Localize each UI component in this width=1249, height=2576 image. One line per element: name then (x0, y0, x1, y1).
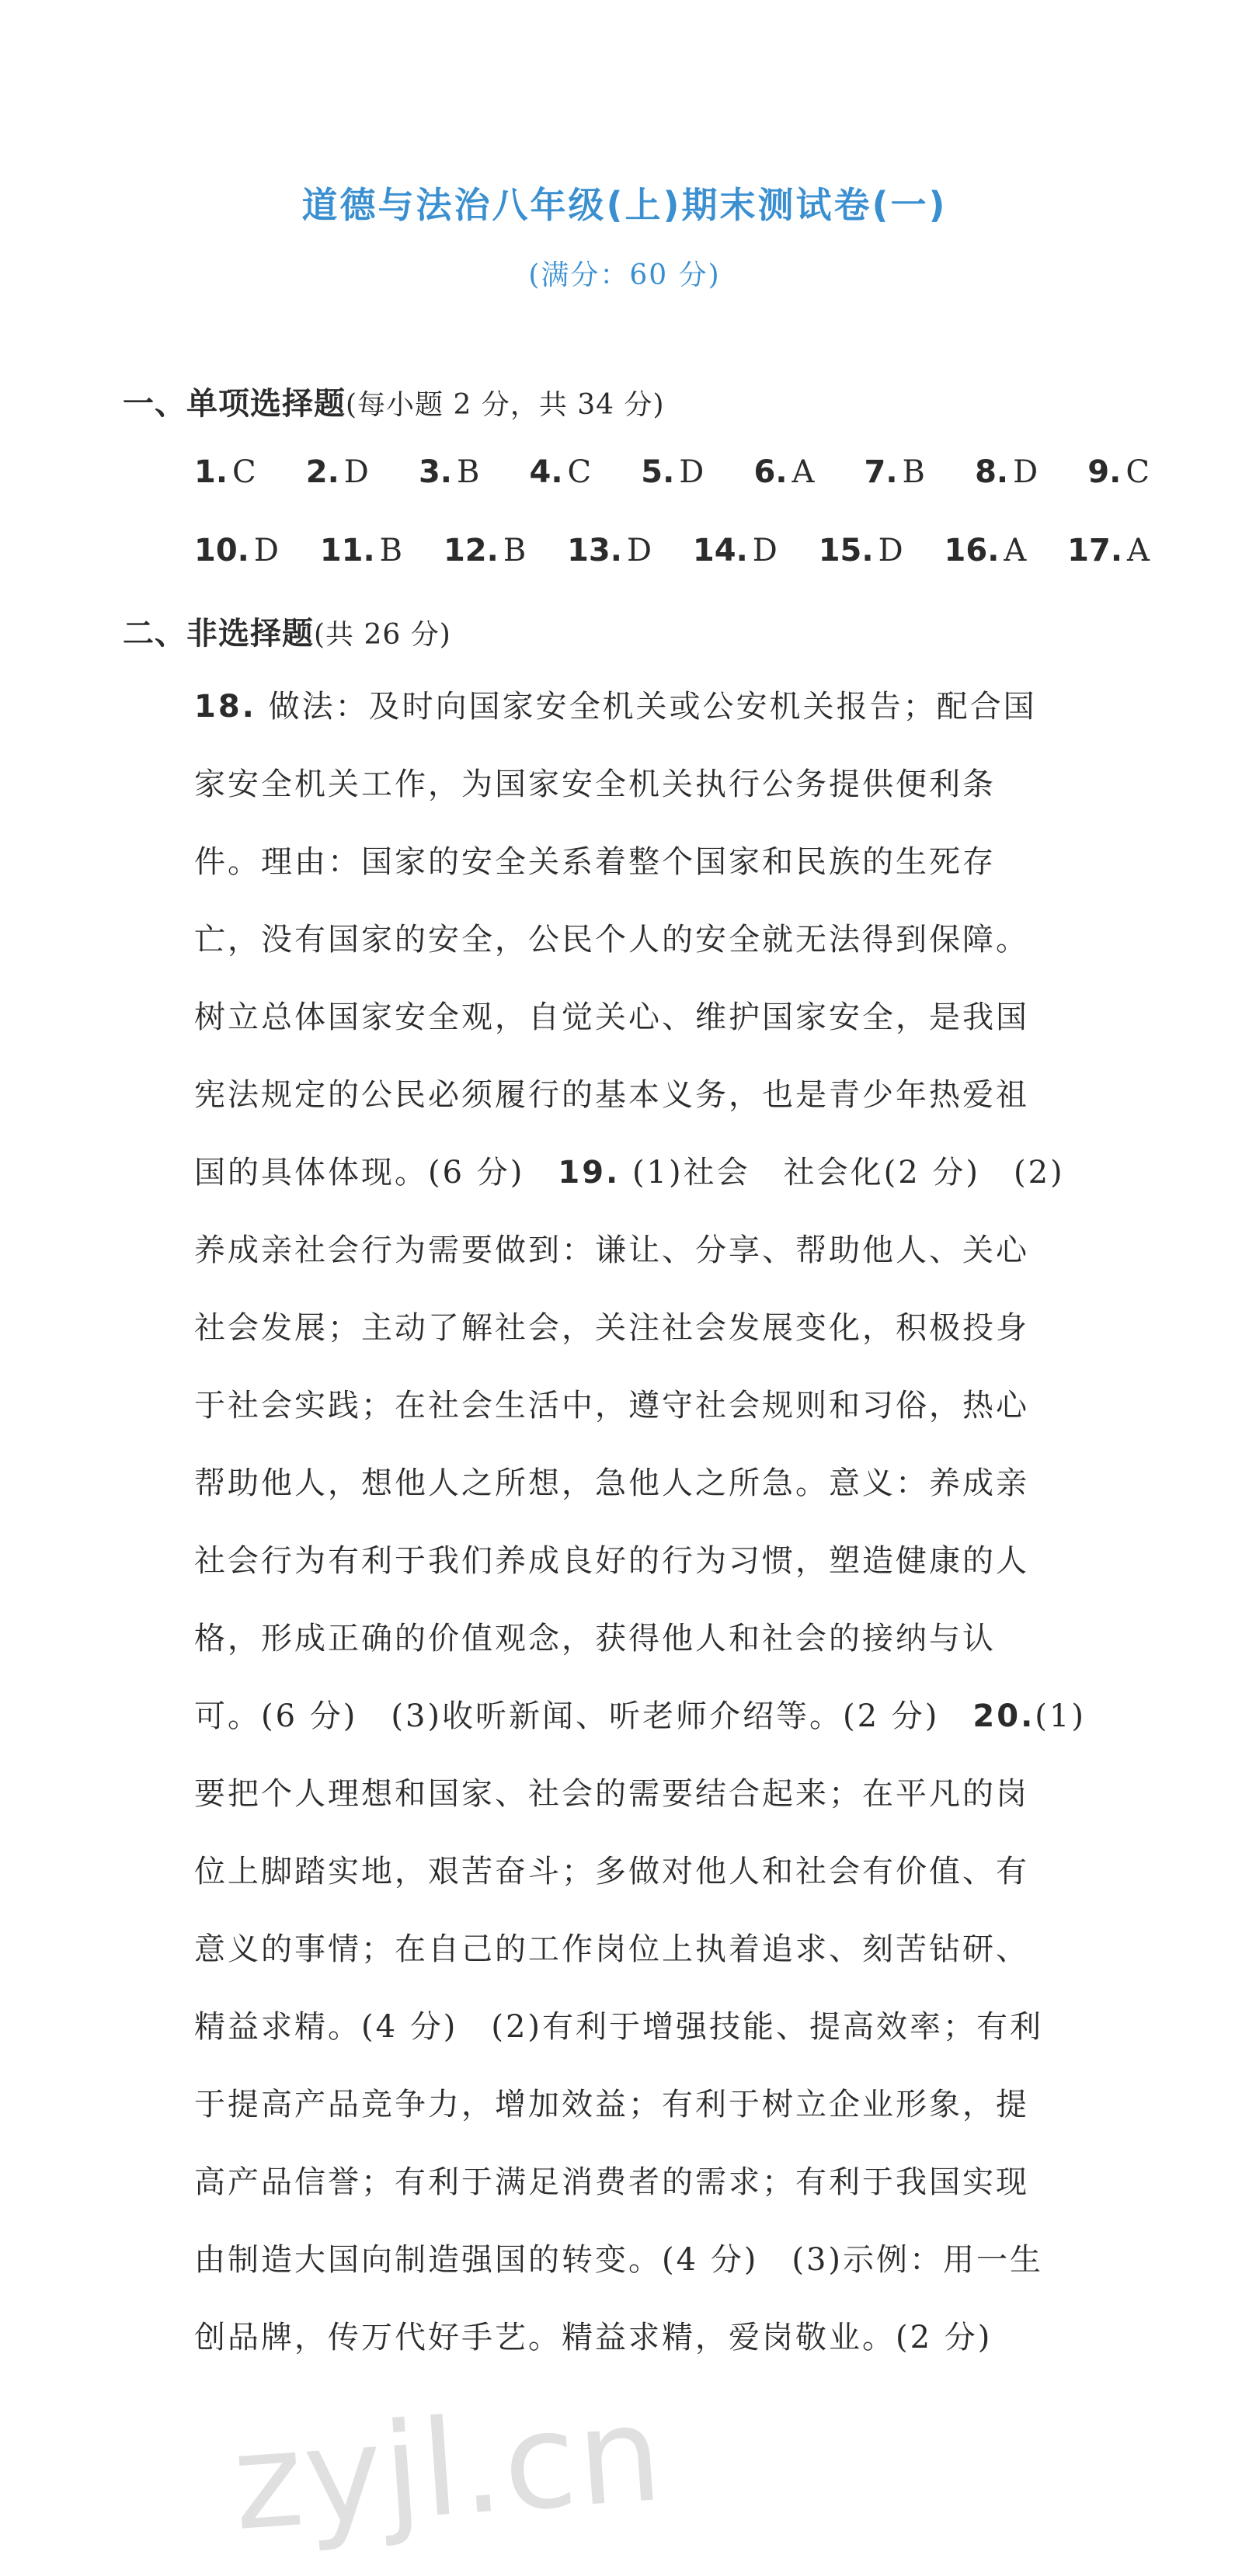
answer-line (194, 1988, 1142, 2066)
question-number: 8. (975, 454, 1009, 490)
choice-answer (320, 533, 402, 568)
answer-text: 社会行为有利于我们养成良好的行为习惯，塑造健康的人 (194, 1543, 1029, 1579)
choice-answer (194, 454, 256, 490)
question-number: 15. (818, 533, 874, 568)
question-number: 9. (1087, 454, 1122, 490)
question-number: 10. (194, 533, 249, 568)
answer-option: A (1127, 533, 1150, 568)
answer-option: D (679, 454, 705, 490)
answer-text: 意义的事情；在自己的工作岗位上执着追求、刻苦钻研、 (194, 1931, 1029, 1967)
question-number: 12. (443, 533, 499, 568)
answer-text: 要把个人理想和国家、社会的需要结合起来；在平凡的岗 (194, 1776, 1029, 1812)
question-number: 17. (1067, 533, 1123, 568)
choice-answer (1067, 533, 1150, 568)
choice-answer (194, 533, 279, 568)
answer-option: D (878, 533, 903, 568)
choice-answer (567, 533, 652, 568)
answer-text: 亡，没有国家的安全，公民个人的安全就无法得到保障。 (194, 922, 1029, 958)
answer-text: 由制造大国向制造强国的转变。(4 分) (3)示例：用一生 (194, 2242, 1044, 2278)
answer-text: 养成亲社会行为需要做到：谦让、分享、帮助他人、关心 (194, 1232, 1029, 1268)
answer-text: (1) (1035, 1698, 1086, 1734)
choice-answer (419, 454, 479, 490)
answer-option: B (379, 533, 403, 568)
choice-answer (693, 533, 778, 568)
choice-answer (819, 533, 903, 568)
choice-answer (641, 454, 704, 490)
answer-text: 于社会实践；在社会生活中，遵守社会规则和习俗，热心 (194, 1388, 1029, 1424)
answer-line (194, 1212, 1142, 1289)
question-number: 1. (194, 454, 228, 490)
section-2-note: (共 26 分) (314, 619, 451, 651)
answer-text: 于提高产品竞争力，增加效益；有利于树立企业形象，提 (194, 2087, 1029, 2122)
answer-option: C (232, 454, 256, 490)
answer-option: A (791, 454, 815, 490)
answer-paragraph (194, 668, 1142, 2376)
answer-line (194, 1134, 1142, 1212)
answer-line (194, 1444, 1142, 1522)
answer-text: (1)社会 社会化(2 分) (2) (620, 1155, 1065, 1191)
answer-line (194, 1833, 1142, 1910)
question-number: 11. (319, 533, 375, 568)
question-number: 13. (567, 533, 622, 568)
answer-line (194, 2066, 1142, 2143)
question-number: 3. (418, 454, 452, 490)
answer-option: B (457, 454, 480, 490)
question-number: 18. (194, 689, 256, 725)
answer-line (194, 1755, 1142, 1833)
answer-line (194, 1910, 1142, 1988)
answer-line (194, 1600, 1142, 1677)
answer-line (194, 2221, 1142, 2299)
answer-option: C (1125, 454, 1150, 490)
answer-text: 社会发展；主动了解社会，关注社会发展变化，积极投身 (194, 1310, 1029, 1346)
answer-text: 做法：及时向国家安全机关或公安机关报告；配合国 (256, 689, 1037, 725)
question-number: 2. (305, 454, 339, 490)
answer-text: 格，形成正确的价值观念，获得他人和社会的接纳与认 (194, 1621, 996, 1656)
question-number: 7. (864, 454, 898, 490)
answer-text: 件。理由：国家的安全关系着整个国家和民族的生死存 (194, 844, 996, 880)
answer-option: D (253, 533, 279, 568)
page-subtitle: (满分：60 分) (528, 259, 721, 291)
section-2-label: 二、非选择题 (123, 616, 314, 652)
page-title: 道德与法治八年级(上)期末测试卷(一) (301, 184, 948, 226)
choice-answer (975, 454, 1038, 490)
section-1-label: 一、单项选择题 (123, 386, 346, 422)
answer-line (194, 1522, 1142, 1600)
section-2-heading (123, 609, 451, 653)
answer-option: B (902, 454, 925, 490)
answer-text: 精益求精。(4 分) (2)有利于增强技能、提高效率；有利 (194, 2009, 1044, 2045)
question-number: 19. (558, 1155, 621, 1191)
choice-answer (444, 533, 526, 568)
answer-row-1 (194, 454, 1150, 490)
watermark-logo: zyjl.cn (228, 2376, 668, 2561)
choice-answer (530, 454, 592, 490)
answer-text: 宪法规定的公民必须履行的基本义务，也是青少年热爱祖 (194, 1077, 1029, 1113)
answer-option: A (1004, 533, 1027, 568)
answer-text: 帮助他人，想他人之所想，急他人之所急。意义：养成亲 (194, 1465, 1029, 1501)
question-number: 16. (944, 533, 1000, 568)
answer-text: 高产品信誉；有利于满足消费者的需求；有利于我国实现 (194, 2164, 1029, 2200)
answer-option: B (503, 533, 527, 568)
answer-option: D (752, 533, 778, 568)
choice-answer (945, 533, 1027, 568)
answer-line (194, 1289, 1142, 1367)
answer-line (194, 1677, 1142, 1755)
answer-line (194, 2143, 1142, 2221)
answer-option: D (626, 533, 652, 568)
answer-line (194, 1367, 1142, 1444)
choice-answer (753, 454, 814, 490)
answer-option: D (343, 454, 369, 490)
answer-line (194, 901, 1142, 979)
answer-option: D (1013, 454, 1039, 490)
choice-answer (1087, 454, 1150, 490)
answer-line (194, 979, 1142, 1056)
answer-row-2 (194, 533, 1150, 568)
section-1-heading (123, 379, 665, 423)
answer-line (194, 668, 1142, 746)
answer-text: 创品牌，传万代好手艺。精益求精，爱岗敬业。(2 分) (194, 2320, 993, 2355)
answer-line (194, 823, 1142, 901)
answer-option: C (567, 454, 592, 490)
answer-line (194, 1056, 1142, 1134)
answer-line (194, 2299, 1142, 2376)
answer-text: 可。(6 分) (3)收听新闻、听老师介绍等。(2 分) (194, 1698, 973, 1734)
question-number: 4. (529, 454, 563, 490)
question-number: 6. (753, 454, 788, 490)
answer-line (194, 746, 1142, 823)
choice-answer (865, 454, 925, 490)
choice-answer (306, 454, 369, 490)
answer-text: 树立总体国家安全观，自觉关心、维护国家安全，是我国 (194, 999, 1029, 1035)
question-number: 5. (641, 454, 675, 490)
question-number: 14. (692, 533, 748, 568)
answer-text: 家安全机关工作，为国家安全机关执行公务提供便利条 (194, 767, 996, 802)
answer-text: 位上脚踏实地，艰苦奋斗；多做对他人和社会有价值、有 (194, 1854, 1029, 1889)
question-number: 20. (972, 1698, 1035, 1734)
section-1-note: (每小题 2 分，共 34 分) (346, 389, 665, 421)
answer-text: 国的具体体现。(6 分) (194, 1155, 558, 1191)
